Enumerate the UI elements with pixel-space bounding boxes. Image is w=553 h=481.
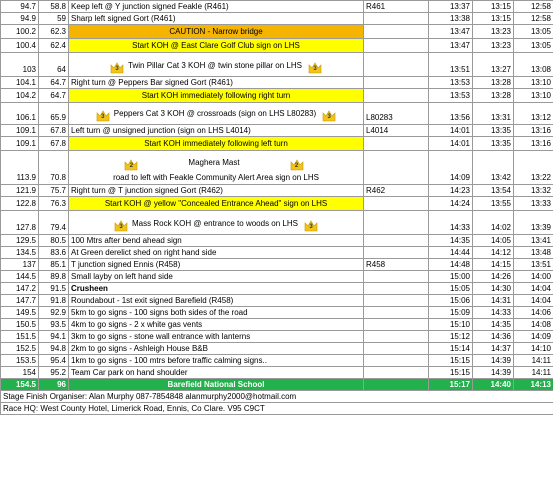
road-number bbox=[364, 53, 429, 77]
instruction-text: Crusheen bbox=[71, 283, 108, 293]
route-instruction bbox=[69, 137, 364, 151]
time-mid: 13:35 bbox=[473, 137, 514, 151]
time-fast: 14:06 bbox=[514, 307, 553, 319]
instruction-text: Right turn @ Peppers Bar signed Gort (R461) bbox=[71, 77, 233, 87]
route-instruction bbox=[69, 307, 364, 319]
crown-category: 3 bbox=[313, 66, 317, 72]
instruction-text: Team Car park on hand shoulder bbox=[71, 367, 188, 377]
time-fast: 14:04 bbox=[514, 295, 553, 307]
time-mid: 14:15 bbox=[473, 259, 514, 271]
instruction-text: Barefield National School bbox=[167, 379, 265, 389]
time-mid: 14:39 bbox=[473, 367, 514, 379]
time-fast: 13:51 bbox=[514, 259, 553, 271]
distance-km: 109.1 bbox=[1, 137, 39, 151]
distance-miles: 75.7 bbox=[39, 185, 69, 197]
route-instruction bbox=[69, 1, 364, 13]
distance-km: 144.5 bbox=[1, 271, 39, 283]
crown-category: 3 bbox=[327, 114, 331, 120]
road-number bbox=[364, 331, 429, 343]
table-row bbox=[1, 211, 553, 235]
distance-km: 100.4 bbox=[1, 39, 39, 53]
time-fast: 14:13 bbox=[514, 379, 553, 391]
time-mid: 13:15 bbox=[473, 1, 514, 13]
time-slow: 14:09 bbox=[429, 151, 473, 185]
koh-crown-icon bbox=[114, 220, 128, 232]
time-slow: 15:05 bbox=[429, 283, 473, 295]
time-fast: 13:12 bbox=[514, 103, 553, 125]
time-mid: 13:27 bbox=[473, 53, 514, 77]
instruction-text: Maghera Mast bbox=[188, 158, 240, 167]
time-fast: 14:09 bbox=[514, 331, 553, 343]
instruction-text: 1km to go signs - 100 mtrs before traffic calming signs.. bbox=[71, 355, 267, 365]
table-row bbox=[1, 235, 553, 247]
instruction-text: Sharp left signed Gort (R461) bbox=[71, 13, 176, 23]
time-slow: 14:01 bbox=[429, 125, 473, 137]
distance-km: 147.7 bbox=[1, 295, 39, 307]
koh-crown-icon bbox=[124, 159, 138, 171]
route-instruction bbox=[69, 185, 364, 197]
route-instruction bbox=[69, 103, 364, 125]
table-row bbox=[1, 307, 553, 319]
distance-miles: 67.8 bbox=[39, 137, 69, 151]
distance-km: 94.7 bbox=[1, 1, 39, 13]
distance-miles: 80.5 bbox=[39, 235, 69, 247]
distance-km: 100.2 bbox=[1, 25, 39, 39]
time-mid: 13:55 bbox=[473, 197, 514, 211]
table-row bbox=[1, 103, 553, 125]
time-slow: 15:15 bbox=[429, 355, 473, 367]
distance-miles: 89.8 bbox=[39, 271, 69, 283]
time-fast: 12:58 bbox=[514, 13, 553, 25]
koh-crown-icon bbox=[290, 159, 304, 171]
time-mid: 13:28 bbox=[473, 89, 514, 103]
table-row bbox=[1, 283, 553, 295]
road-number: L80283 bbox=[364, 103, 429, 125]
route-instruction bbox=[69, 379, 364, 391]
koh-crown-icon bbox=[110, 62, 124, 74]
time-slow: 14:48 bbox=[429, 259, 473, 271]
distance-miles: 95.2 bbox=[39, 367, 69, 379]
time-slow: 13:47 bbox=[429, 39, 473, 53]
instruction-text: 3km to go signs - stone wall entrance with lanterns bbox=[71, 331, 251, 341]
road-number bbox=[364, 197, 429, 211]
route-instruction bbox=[69, 295, 364, 307]
time-mid: 13:15 bbox=[473, 13, 514, 25]
road-number bbox=[364, 77, 429, 89]
table-row bbox=[1, 319, 553, 331]
instruction-text: Start KOH immediately following left turn bbox=[144, 138, 288, 148]
distance-km: 150.5 bbox=[1, 319, 39, 331]
crown-category: 3 bbox=[115, 66, 119, 72]
distance-km: 149.5 bbox=[1, 307, 39, 319]
distance-miles: 59 bbox=[39, 13, 69, 25]
distance-miles: 92.9 bbox=[39, 307, 69, 319]
koh-crown-icon bbox=[322, 110, 336, 122]
time-mid: 14:40 bbox=[473, 379, 514, 391]
route-instruction bbox=[69, 39, 364, 53]
road-number bbox=[364, 151, 429, 185]
time-fast: 14:11 bbox=[514, 367, 553, 379]
road-number bbox=[364, 13, 429, 25]
time-fast: 13:10 bbox=[514, 89, 553, 103]
route-instruction bbox=[69, 211, 364, 235]
time-mid: 14:05 bbox=[473, 235, 514, 247]
route-table-body bbox=[1, 1, 553, 391]
instruction-text: At Green derelict shed on right hand side bbox=[71, 247, 217, 257]
time-slow: 15:14 bbox=[429, 343, 473, 355]
distance-miles: 94.8 bbox=[39, 343, 69, 355]
instruction-text: Roundabout - 1st exit signed Barefield (R458) bbox=[71, 295, 234, 305]
time-slow: 13:37 bbox=[429, 1, 473, 13]
road-number bbox=[364, 89, 429, 103]
instruction-text: Start KOH @ East Clare Golf Club sign on LHS bbox=[132, 40, 300, 50]
road-number bbox=[364, 379, 429, 391]
time-slow: 13:38 bbox=[429, 13, 473, 25]
road-number bbox=[364, 271, 429, 283]
road-number: R458 bbox=[364, 259, 429, 271]
table-row bbox=[1, 331, 553, 343]
road-number: L4014 bbox=[364, 125, 429, 137]
time-slow: 15:09 bbox=[429, 307, 473, 319]
distance-miles: 96 bbox=[39, 379, 69, 391]
race-hq: Race HQ: West County Hotel, Limerick Road, Ennis, Co Clare. V95 C9CT bbox=[1, 403, 553, 415]
distance-miles: 79.4 bbox=[39, 211, 69, 235]
distance-miles: 64.7 bbox=[39, 77, 69, 89]
time-slow: 13:51 bbox=[429, 53, 473, 77]
instruction-text: T junction signed Ennis (R458) bbox=[71, 259, 181, 269]
time-fast: 13:48 bbox=[514, 247, 553, 259]
time-mid: 14:39 bbox=[473, 355, 514, 367]
table-row bbox=[1, 1, 553, 13]
road-number bbox=[364, 367, 429, 379]
route-instruction bbox=[69, 259, 364, 271]
time-mid: 13:23 bbox=[473, 25, 514, 39]
time-fast: 14:04 bbox=[514, 283, 553, 295]
road-number bbox=[364, 235, 429, 247]
time-mid: 14:26 bbox=[473, 271, 514, 283]
stage-finish-organiser: Stage Finish Organiser: Alan Murphy 087-7854848 alanmurphy2000@hotmail.com bbox=[1, 391, 553, 403]
footer-row-hq bbox=[1, 403, 553, 415]
distance-km: 151.5 bbox=[1, 331, 39, 343]
crown-category: 3 bbox=[101, 114, 105, 120]
time-fast: 13:05 bbox=[514, 25, 553, 39]
time-slow: 14:23 bbox=[429, 185, 473, 197]
distance-miles: 70.8 bbox=[39, 151, 69, 185]
road-number bbox=[364, 39, 429, 53]
route-instruction bbox=[69, 77, 364, 89]
distance-km: 104.1 bbox=[1, 77, 39, 89]
distance-km: 137 bbox=[1, 259, 39, 271]
time-slow: 15:15 bbox=[429, 367, 473, 379]
route-instruction bbox=[69, 247, 364, 259]
distance-km: 109.1 bbox=[1, 125, 39, 137]
time-slow: 14:44 bbox=[429, 247, 473, 259]
route-instruction bbox=[69, 53, 364, 77]
distance-miles: 91.8 bbox=[39, 295, 69, 307]
time-mid: 13:35 bbox=[473, 125, 514, 137]
instruction-text: Peppers Cat 3 KOH @ crossroads (sign on LHS L80283) bbox=[113, 109, 317, 118]
route-instruction bbox=[69, 25, 364, 39]
road-number bbox=[364, 295, 429, 307]
distance-miles: 93.5 bbox=[39, 319, 69, 331]
distance-miles: 83.6 bbox=[39, 247, 69, 259]
distance-km: 153.5 bbox=[1, 355, 39, 367]
instruction-text: Left turn @ unsigned junction (sign on LHS L4014) bbox=[71, 125, 251, 135]
table-row bbox=[1, 259, 553, 271]
distance-miles: 65.9 bbox=[39, 103, 69, 125]
time-fast: 13:41 bbox=[514, 235, 553, 247]
route-instruction bbox=[69, 235, 364, 247]
route-instruction bbox=[69, 319, 364, 331]
road-number bbox=[364, 355, 429, 367]
road-number bbox=[364, 307, 429, 319]
time-slow: 13:53 bbox=[429, 89, 473, 103]
time-slow: 13:47 bbox=[429, 25, 473, 39]
time-slow: 14:24 bbox=[429, 197, 473, 211]
koh-crown-icon bbox=[308, 62, 322, 74]
time-fast: 14:11 bbox=[514, 355, 553, 367]
table-row bbox=[1, 379, 553, 391]
instruction-text: Small layby on left hand side bbox=[71, 271, 173, 281]
table-row bbox=[1, 343, 553, 355]
table-row bbox=[1, 89, 553, 103]
distance-miles: 76.3 bbox=[39, 197, 69, 211]
distance-km: 103 bbox=[1, 53, 39, 77]
road-number: R462 bbox=[364, 185, 429, 197]
table-row bbox=[1, 13, 553, 25]
distance-km: 113.9 bbox=[1, 151, 39, 185]
distance-km: 104.2 bbox=[1, 89, 39, 103]
road-number bbox=[364, 137, 429, 151]
table-row bbox=[1, 355, 553, 367]
route-instruction bbox=[69, 355, 364, 367]
route-instruction bbox=[69, 197, 364, 211]
road-number bbox=[364, 25, 429, 39]
distance-miles: 94.1 bbox=[39, 331, 69, 343]
time-slow: 15:12 bbox=[429, 331, 473, 343]
distance-miles: 95.4 bbox=[39, 355, 69, 367]
route-instruction bbox=[69, 331, 364, 343]
road-number: R461 bbox=[364, 1, 429, 13]
instruction-text: Start KOH @ yellow "Concealed Entrance Ahead" sign on LHS bbox=[104, 198, 328, 208]
distance-km: 147.2 bbox=[1, 283, 39, 295]
time-fast: 13:16 bbox=[514, 125, 553, 137]
table-row bbox=[1, 247, 553, 259]
instruction-text: Twin Pillar Cat 3 KOH @ twin stone pillar on LHS bbox=[128, 61, 302, 70]
time-slow: 15:06 bbox=[429, 295, 473, 307]
time-fast: 13:08 bbox=[514, 53, 553, 77]
table-row bbox=[1, 137, 553, 151]
road-number bbox=[364, 211, 429, 235]
distance-km: 154 bbox=[1, 367, 39, 379]
distance-miles: 91.5 bbox=[39, 283, 69, 295]
road-number bbox=[364, 343, 429, 355]
time-fast: 13:22 bbox=[514, 151, 553, 185]
time-mid: 14:35 bbox=[473, 319, 514, 331]
crown-category: 3 bbox=[309, 224, 313, 230]
distance-km: 129.5 bbox=[1, 235, 39, 247]
distance-km: 154.5 bbox=[1, 379, 39, 391]
crown-category: 2 bbox=[294, 163, 299, 169]
route-instruction bbox=[69, 343, 364, 355]
distance-miles: 67.8 bbox=[39, 125, 69, 137]
crown-category: 3 bbox=[119, 224, 123, 230]
crown-category: 2 bbox=[129, 163, 134, 169]
route-instruction bbox=[69, 151, 364, 185]
time-mid: 14:31 bbox=[473, 295, 514, 307]
table-row bbox=[1, 125, 553, 137]
time-mid: 13:31 bbox=[473, 103, 514, 125]
footer-row-organiser bbox=[1, 391, 553, 403]
time-mid: 14:30 bbox=[473, 283, 514, 295]
table-row bbox=[1, 53, 553, 77]
instruction-text: Start KOH immediately following right turn bbox=[141, 90, 291, 100]
table-row bbox=[1, 271, 553, 283]
instruction-text: Keep left @ Y junction signed Feakle (R461) bbox=[71, 1, 229, 11]
instruction-text: CAUTION - Narrow bridge bbox=[169, 26, 263, 36]
time-slow: 14:33 bbox=[429, 211, 473, 235]
distance-miles: 64 bbox=[39, 53, 69, 77]
time-mid: 13:28 bbox=[473, 77, 514, 89]
table-row bbox=[1, 197, 553, 211]
distance-miles: 85.1 bbox=[39, 259, 69, 271]
time-slow: 14:35 bbox=[429, 235, 473, 247]
table-row bbox=[1, 151, 553, 185]
distance-miles: 62.4 bbox=[39, 39, 69, 53]
distance-km: 134.5 bbox=[1, 247, 39, 259]
instruction-text: Right turn @ T junction signed Gort (R462) bbox=[71, 185, 223, 195]
route-instruction bbox=[69, 271, 364, 283]
distance-km: 106.1 bbox=[1, 103, 39, 125]
distance-km: 94.9 bbox=[1, 13, 39, 25]
time-fast: 13:10 bbox=[514, 77, 553, 89]
time-fast: 13:33 bbox=[514, 197, 553, 211]
time-slow: 13:56 bbox=[429, 103, 473, 125]
time-slow: 15:10 bbox=[429, 319, 473, 331]
instruction-text: Mass Rock KOH @ entrance to woods on LHS bbox=[132, 219, 298, 228]
time-slow: 15:00 bbox=[429, 271, 473, 283]
time-mid: 14:33 bbox=[473, 307, 514, 319]
instruction-text-2: road to left with Feakle Community Alert Area sign on LHS bbox=[113, 173, 319, 182]
instruction-text: 4km to go signs - 2 x white gas vents bbox=[71, 319, 203, 329]
time-fast: 12:58 bbox=[514, 1, 553, 13]
time-fast: 13:05 bbox=[514, 39, 553, 53]
distance-miles: 62.3 bbox=[39, 25, 69, 39]
table-row bbox=[1, 295, 553, 307]
route-instruction bbox=[69, 367, 364, 379]
time-fast: 13:32 bbox=[514, 185, 553, 197]
table-row bbox=[1, 25, 553, 39]
time-slow: 13:53 bbox=[429, 77, 473, 89]
instruction-text: 100 Mtrs after bend ahead sign bbox=[71, 235, 182, 245]
time-mid: 14:37 bbox=[473, 343, 514, 355]
distance-miles: 64.7 bbox=[39, 89, 69, 103]
route-instruction bbox=[69, 13, 364, 25]
time-slow: 14:01 bbox=[429, 137, 473, 151]
road-number bbox=[364, 319, 429, 331]
time-mid: 14:36 bbox=[473, 331, 514, 343]
table-row bbox=[1, 39, 553, 53]
table-row bbox=[1, 367, 553, 379]
distance-km: 121.9 bbox=[1, 185, 39, 197]
koh-crown-icon bbox=[96, 110, 110, 122]
table-row bbox=[1, 77, 553, 89]
route-instruction bbox=[69, 89, 364, 103]
road-number bbox=[364, 247, 429, 259]
route-instruction bbox=[69, 125, 364, 137]
instruction-text: 5km to go signs - 100 signs both sides of the road bbox=[71, 307, 248, 317]
table-row bbox=[1, 185, 553, 197]
time-fast: 13:16 bbox=[514, 137, 553, 151]
time-mid: 13:23 bbox=[473, 39, 514, 53]
time-mid: 14:02 bbox=[473, 211, 514, 235]
route-instruction bbox=[69, 283, 364, 295]
time-slow: 15:17 bbox=[429, 379, 473, 391]
time-fast: 14:00 bbox=[514, 271, 553, 283]
distance-km: 152.5 bbox=[1, 343, 39, 355]
time-fast: 14:08 bbox=[514, 319, 553, 331]
time-fast: 13:39 bbox=[514, 211, 553, 235]
koh-crown-icon bbox=[304, 220, 318, 232]
time-mid: 13:42 bbox=[473, 151, 514, 185]
time-mid: 14:12 bbox=[473, 247, 514, 259]
time-fast: 14:10 bbox=[514, 343, 553, 355]
road-number bbox=[364, 283, 429, 295]
time-mid: 13:54 bbox=[473, 185, 514, 197]
distance-km: 122.8 bbox=[1, 197, 39, 211]
distance-km: 127.8 bbox=[1, 211, 39, 235]
instruction-text: 2km to go signs - Ashleigh House B&B bbox=[71, 343, 208, 353]
distance-miles: 58.8 bbox=[39, 1, 69, 13]
